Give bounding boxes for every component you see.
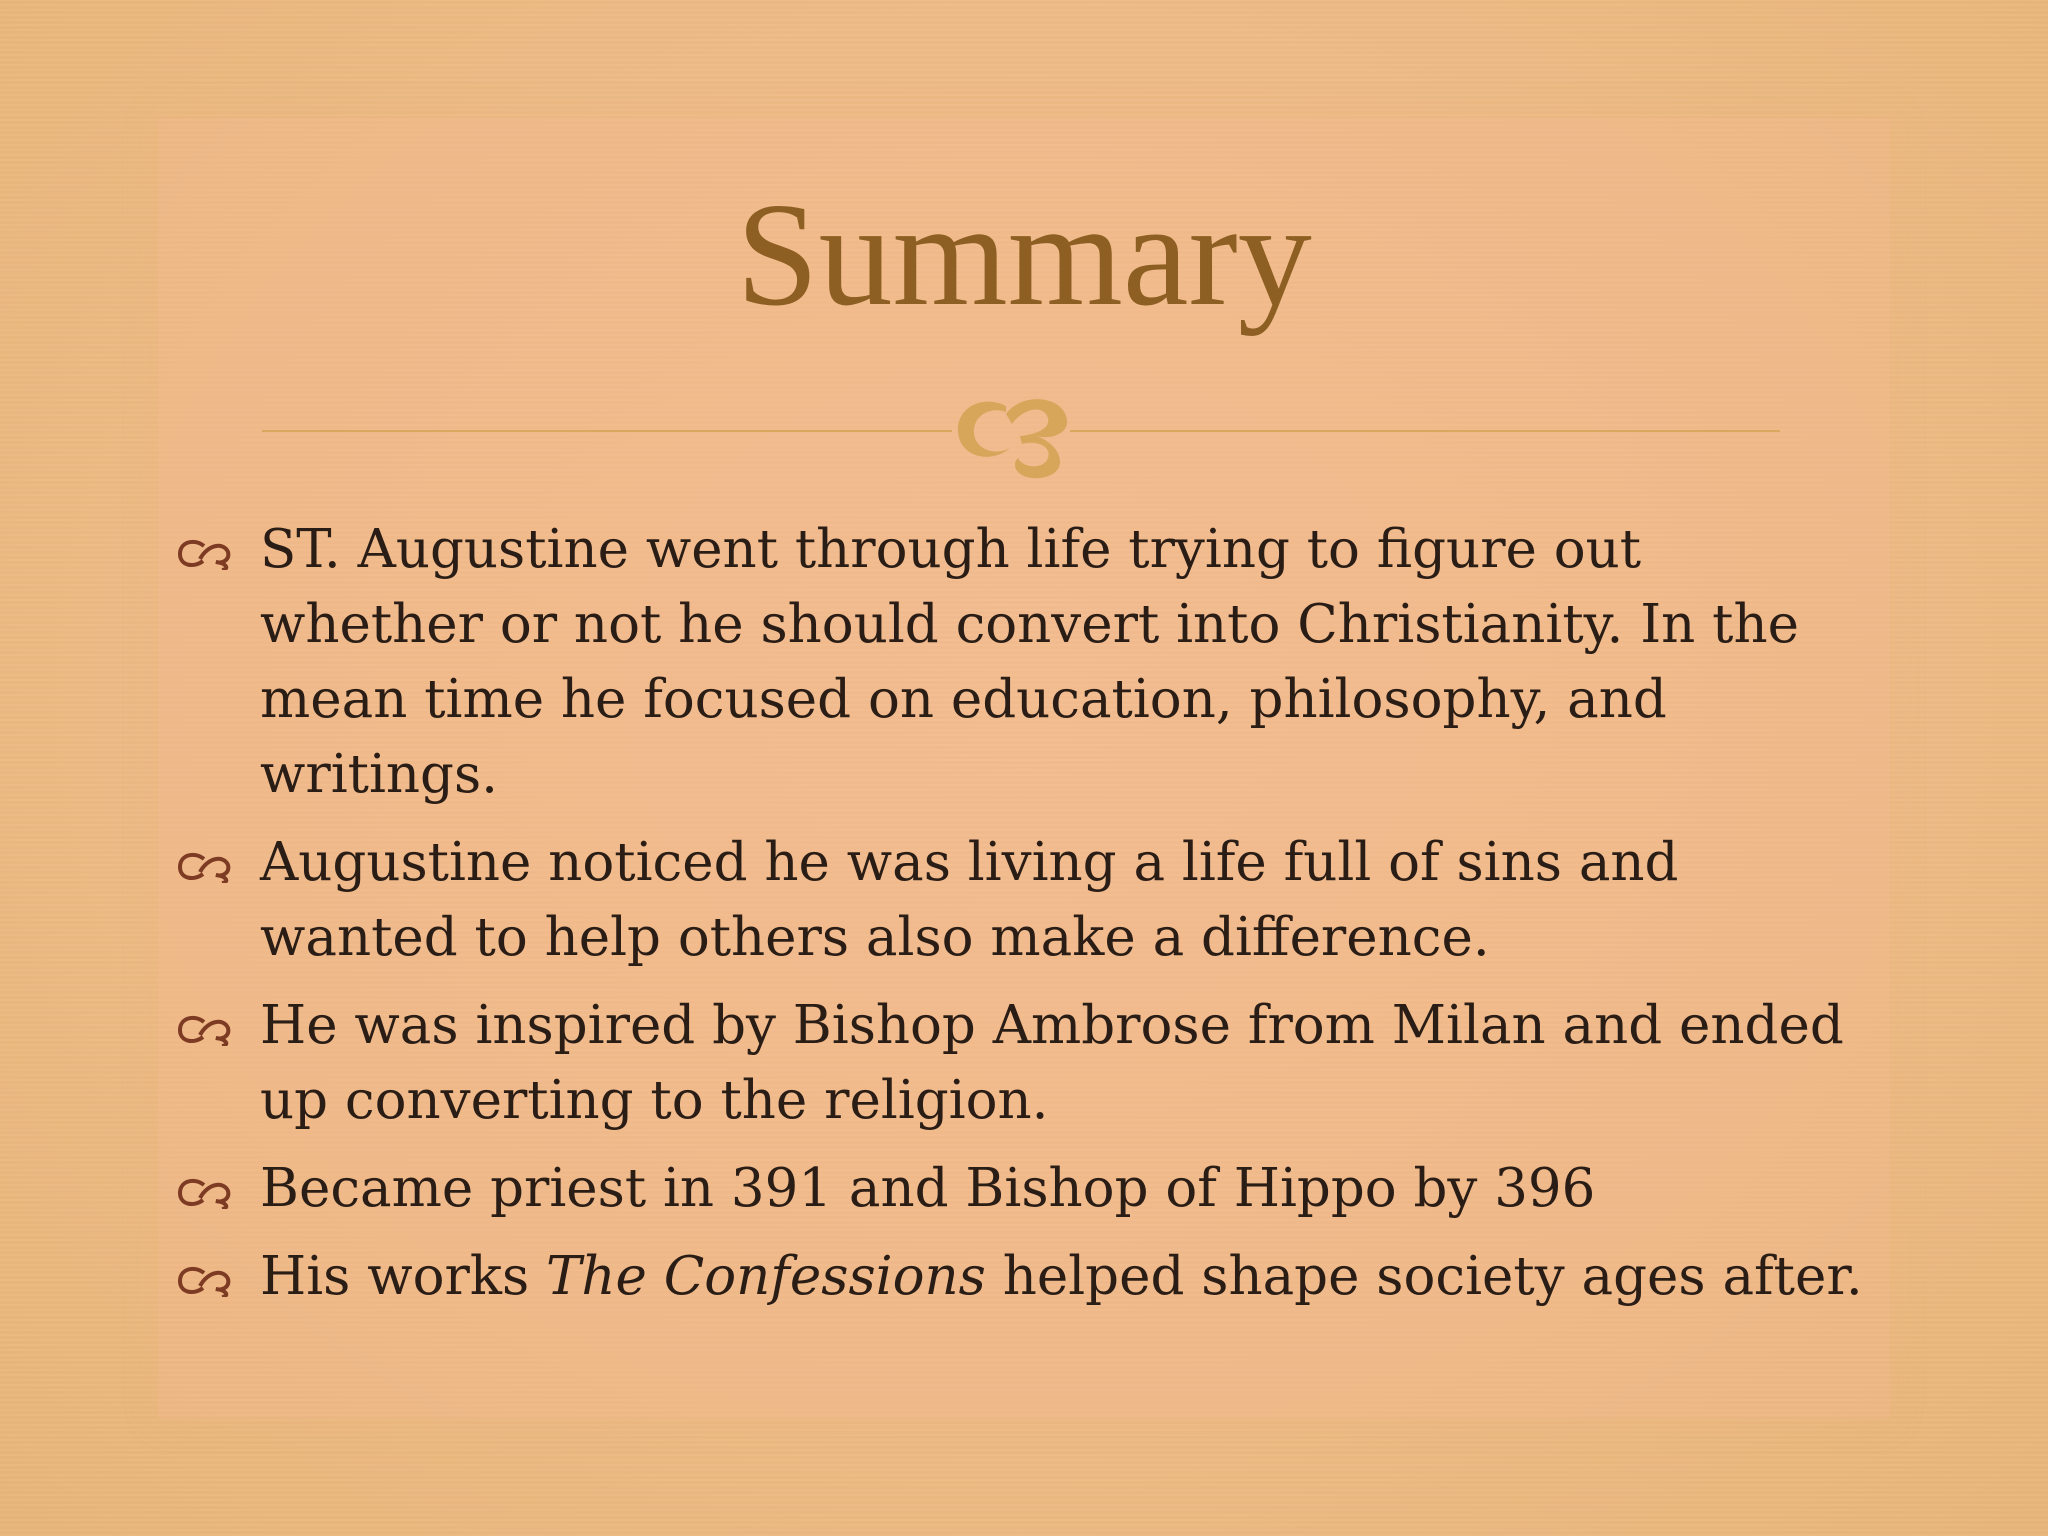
summary-item — [176, 1151, 1876, 1226]
summary-item — [176, 988, 1876, 1138]
scroll-bullet-icon — [176, 536, 234, 570]
summary-item — [176, 512, 1876, 812]
title-divider-right — [1070, 430, 1780, 432]
page-title: Summary — [736, 173, 1312, 337]
summary-item-text: Augustine noticed he was living a life full of sins and wanted to help others also make a difference. — [260, 832, 1679, 968]
scroll-bullet-icon — [176, 1175, 234, 1209]
title-divider-left — [262, 430, 952, 432]
summary-list — [176, 512, 1876, 1327]
summary-item-text-after: helped shape society ages after. — [985, 1246, 1863, 1307]
scroll-bullet-icon — [176, 1263, 234, 1297]
summary-item — [176, 1239, 1876, 1314]
summary-item-text: He was inspired by Bishop Ambrose from Milan and ended up converting to the religion. — [260, 995, 1844, 1131]
scroll-bullet-icon — [176, 849, 234, 883]
summary-item-text-before: His works — [260, 1246, 546, 1307]
summary-item-text: Became priest in 391 and Bishop of Hippo by 396 — [260, 1158, 1596, 1219]
summary-item-text: ST. Augustine went through life trying to figure out whether or not he should convert into Christianity. In the mean time he focused on education, philosophy, and writings. — [260, 519, 1799, 805]
scroll-bullet-icon — [176, 1012, 234, 1046]
summary-item — [176, 825, 1876, 975]
book-title: The Confessions — [546, 1246, 986, 1307]
flourish-ornament-icon — [948, 382, 1098, 482]
